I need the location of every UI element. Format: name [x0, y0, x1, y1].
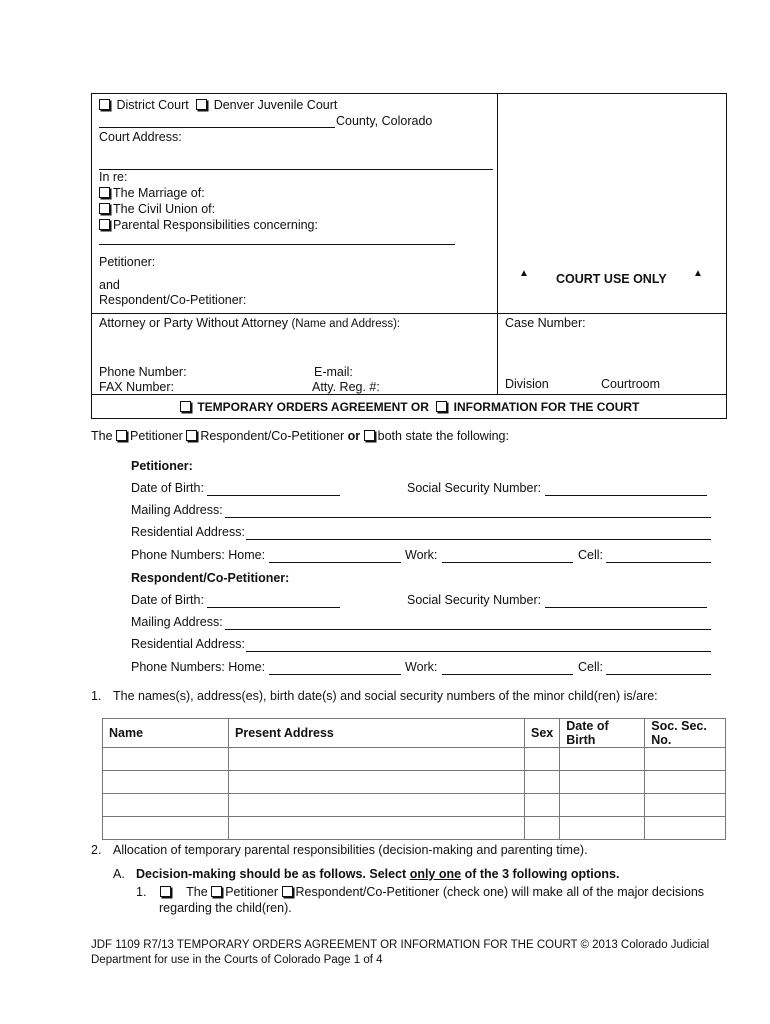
intro-respondent-label: Respondent/Co-Petitioner — [200, 429, 345, 443]
item1-text: The names(s), address(es), birth date(s) and social security numbers of the minor child(ren) is/are: — [113, 689, 658, 703]
pet-work-line[interactable] — [442, 548, 573, 563]
caption-divider-attorney — [91, 313, 727, 314]
resp-work-label: Work: — [405, 660, 438, 674]
petitioner-heading: Petitioner: — [131, 459, 193, 473]
col-ssn-header: Soc. Sec. No. — [645, 719, 726, 748]
civil-union-row — [99, 202, 215, 216]
footer-line1: JDF 1109 R7/13 TEMPORARY ORDERS AGREEMENT OR INFORMATION FOR THE COURT © 2013 Colorado Judicial — [91, 939, 710, 951]
email-label: E-mail: — [314, 365, 353, 379]
col-sex-header: Sex — [525, 719, 560, 748]
child-ssn-cell[interactable] — [645, 794, 726, 817]
pet-phone-home-line[interactable] — [269, 548, 401, 563]
child-sex-cell[interactable] — [525, 771, 560, 794]
pet-mailing-line[interactable] — [225, 503, 711, 518]
footer-line2: Department for use in the Courts of Colorado Page 1 of 4 — [91, 954, 383, 966]
child-address-cell[interactable] — [229, 817, 525, 840]
up-arrow-icon: ▲ — [519, 268, 529, 279]
child-ssn-cell[interactable] — [645, 817, 726, 840]
resp-dob-label: Date of Birth: — [131, 593, 204, 607]
pet-work-label: Work: — [405, 548, 438, 562]
child-ssn-cell[interactable] — [645, 748, 726, 771]
intro-both-label: both state the following: — [377, 429, 509, 443]
case-number-label: Case Number: — [505, 316, 586, 330]
resp-residential-label: Residential Address: — [131, 637, 245, 651]
in-re-names-line[interactable] — [99, 230, 455, 245]
item2a-label: A. — [113, 867, 125, 881]
fax-number-label: FAX Number: — [99, 380, 175, 394]
name-address-label: (Name and Address): — [291, 318, 401, 330]
pet-ssn-label: Social Security Number: — [407, 481, 542, 495]
district-court-label: District Court — [116, 98, 189, 112]
child-name-cell[interactable] — [103, 794, 229, 817]
intro-both-checkbox[interactable] — [364, 430, 375, 441]
court-use-only-label: COURT USE ONLY — [556, 272, 667, 286]
resp-residential-line[interactable] — [246, 637, 711, 652]
intro-or: or — [347, 429, 361, 443]
info-checkbox[interactable] — [436, 401, 447, 412]
option1-checkbox[interactable] — [160, 886, 171, 897]
resp-cell-label: Cell: — [578, 660, 604, 674]
courtroom-label: Courtroom — [601, 377, 661, 391]
marriage-label: The Marriage of: — [113, 186, 205, 200]
item2a-post: of the 3 following options. — [464, 867, 620, 881]
option1-petitioner-checkbox[interactable] — [211, 886, 222, 897]
item2-number: 2. — [91, 843, 102, 857]
resp-mailing-label: Mailing Address: — [131, 615, 223, 629]
intro-the: The — [91, 429, 113, 443]
children-table — [102, 718, 726, 840]
children-table-header — [103, 719, 726, 748]
county-blank[interactable] — [99, 113, 335, 128]
caption-divider-vertical — [497, 93, 498, 394]
intro-respondent-checkbox[interactable] — [186, 430, 197, 441]
marriage-checkbox[interactable] — [99, 187, 110, 198]
pet-cell-label: Cell: — [578, 548, 604, 562]
table-row — [103, 794, 726, 817]
resp-ssn-line[interactable] — [545, 593, 707, 608]
option1-respondent-checkbox[interactable] — [282, 886, 293, 897]
intro-row — [91, 429, 509, 443]
item2a-only-one: only one — [409, 867, 462, 881]
resp-work-line[interactable] — [442, 660, 573, 675]
intro-petitioner-checkbox[interactable] — [116, 430, 127, 441]
district-court-checkbox[interactable] — [99, 99, 110, 110]
denver-juvenile-checkbox[interactable] — [196, 99, 207, 110]
child-dob-cell[interactable] — [560, 817, 645, 840]
col-name-header: Name — [103, 719, 229, 748]
pet-dob-line[interactable] — [207, 481, 340, 496]
atty-reg-label: Atty. Reg. #: — [312, 380, 380, 394]
title-agreement-label: TEMPORARY ORDERS AGREEMENT OR — [197, 400, 429, 414]
col-address-header: Present Address — [229, 719, 525, 748]
pet-dob-label: Date of Birth: — [131, 481, 204, 495]
option1-rest: (check one) will make all of the major decisions — [442, 885, 705, 899]
phone-number-label: Phone Number: — [99, 365, 187, 379]
child-ssn-cell[interactable] — [645, 771, 726, 794]
item1-number: 1. — [91, 689, 102, 703]
resp-dob-line[interactable] — [207, 593, 340, 608]
option1-the: The — [186, 885, 208, 899]
pet-phone-home-label: Phone Numbers: Home: — [131, 548, 266, 562]
marriage-row — [99, 186, 205, 200]
attorney-row — [99, 316, 400, 330]
up-arrow-icon: ▲ — [693, 268, 703, 279]
child-dob-cell[interactable] — [560, 748, 645, 771]
intro-petitioner-label: Petitioner — [130, 429, 183, 443]
child-dob-cell[interactable] — [560, 771, 645, 794]
resp-cell-line[interactable] — [606, 660, 711, 675]
court-type-row — [99, 98, 337, 112]
table-row — [103, 817, 726, 840]
child-dob-cell[interactable] — [560, 794, 645, 817]
pet-ssn-line[interactable] — [545, 481, 707, 496]
child-address-cell[interactable] — [229, 748, 525, 771]
division-label: Division — [505, 377, 549, 391]
court-address-line[interactable] — [99, 155, 493, 170]
pet-residential-line[interactable] — [246, 525, 711, 540]
child-address-cell[interactable] — [229, 771, 525, 794]
item2-text: Allocation of temporary parental responsibilities (decision-making and parenting time). — [113, 843, 588, 857]
parental-resp-label: Parental Responsibilities concerning: — [113, 218, 318, 232]
pet-mailing-label: Mailing Address: — [131, 503, 223, 517]
pet-cell-line[interactable] — [606, 548, 711, 563]
child-name-cell[interactable] — [103, 748, 229, 771]
caption-divider-title — [91, 394, 727, 395]
title-info-label: INFORMATION FOR THE COURT — [453, 400, 640, 414]
child-sex-cell[interactable] — [525, 748, 560, 771]
child-sex-cell[interactable] — [525, 794, 560, 817]
child-sex-cell[interactable] — [525, 817, 560, 840]
agreement-checkbox[interactable] — [180, 401, 191, 412]
child-name-cell[interactable] — [103, 817, 229, 840]
option1-respondent-label: Respondent/Co-Petitioner — [295, 885, 440, 899]
in-re-label: In re: — [99, 170, 128, 184]
form-title — [180, 400, 639, 414]
item2a-heading — [136, 867, 619, 881]
respondent-heading: Respondent/Co-Petitioner: — [131, 571, 290, 585]
option1-row — [136, 885, 704, 899]
parental-resp-checkbox[interactable] — [99, 219, 110, 230]
respondent-caption-label: Respondent/Co-Petitioner: — [99, 293, 247, 307]
col-dob-header: Date of Birth — [560, 719, 645, 748]
and-label: and — [99, 278, 120, 292]
resp-phone-home-label: Phone Numbers: Home: — [131, 660, 266, 674]
court-address-label: Court Address: — [99, 130, 182, 144]
attorney-label: Attorney or Party Without Attorney — [99, 316, 288, 330]
civil-union-checkbox[interactable] — [99, 203, 110, 214]
child-name-cell[interactable] — [103, 771, 229, 794]
child-address-cell[interactable] — [229, 794, 525, 817]
civil-union-label: The Civil Union of: — [113, 202, 216, 216]
table-row — [103, 771, 726, 794]
item2a-pre: Decision-making should be as follows. Select — [136, 867, 407, 881]
resp-ssn-label: Social Security Number: — [407, 593, 542, 607]
option1-petitioner-label: Petitioner — [225, 885, 279, 899]
county-label: County, Colorado — [336, 114, 433, 128]
denver-juvenile-label: Denver Juvenile Court — [213, 98, 338, 112]
petitioner-caption-label: Petitioner: — [99, 255, 156, 269]
pet-residential-label: Residential Address: — [131, 525, 245, 539]
option1-number: 1. — [136, 885, 147, 899]
resp-phone-home-line[interactable] — [269, 660, 401, 675]
option1-line2: regarding the child(ren). — [159, 901, 292, 915]
resp-mailing-line[interactable] — [225, 615, 711, 630]
table-row — [103, 748, 726, 771]
